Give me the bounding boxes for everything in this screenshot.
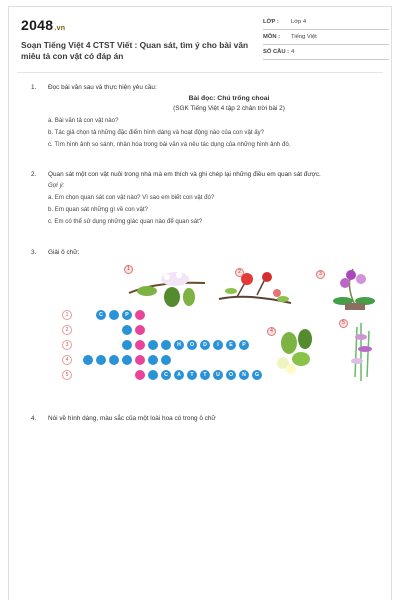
crossword-cell[interactable]	[200, 340, 210, 350]
worksheet	[8, 6, 392, 600]
crossword-cell[interactable]	[187, 340, 197, 350]
row-number-text: 4	[65, 357, 69, 363]
crossword-cell[interactable]	[200, 370, 210, 380]
row-number-5	[62, 370, 72, 380]
crossword-cell[interactable]	[174, 340, 184, 350]
meta-value: Tiếng Việt	[291, 34, 317, 40]
crossword-cell-key[interactable]	[135, 340, 145, 350]
crossword-cell[interactable]	[83, 355, 93, 365]
flower-picture-3	[325, 265, 385, 311]
row-number-text: 2	[65, 327, 69, 333]
crossword-cell[interactable]	[109, 310, 119, 320]
reading-title: Bài đọc: Chú trống choai	[188, 95, 270, 102]
crossword-cell[interactable]	[96, 310, 106, 320]
cell-letter: U	[216, 372, 220, 378]
question-number: 3.	[31, 249, 37, 256]
crossword-cell[interactable]	[213, 370, 223, 380]
meta-key: LỚP :	[263, 19, 279, 25]
cell-letter: P	[125, 312, 129, 318]
picture-number-1: 1	[124, 265, 133, 274]
crossword-cell[interactable]	[109, 355, 119, 365]
row-number-3	[62, 340, 72, 350]
cell-letter: O	[228, 372, 234, 378]
crossword-cell[interactable]	[174, 370, 184, 380]
crossword-cell[interactable]	[213, 340, 223, 350]
q2-item-a: a. Em chọn quan sát con vật nào? Vì sao em biết con vật đó?	[48, 194, 215, 201]
row-number-text: 5	[65, 372, 69, 378]
site-logo[interactable]	[21, 17, 65, 33]
crossword-cell[interactable]	[239, 370, 249, 380]
page-title: Soạn Tiếng Việt 4 CTST Viết : Quan sát, tìm ý cho bài văn miêu tả con vật có đáp án	[21, 40, 249, 61]
crossword-cell[interactable]	[122, 355, 132, 365]
cell-letter: D	[203, 342, 207, 348]
meta-key: SỐ CÂU :	[263, 49, 290, 55]
crossword-cell[interactable]	[161, 340, 171, 350]
cell-letter: T	[203, 372, 207, 378]
q2-hint: Gợi ý:	[48, 182, 65, 189]
row-number-text: 3	[65, 342, 69, 348]
crossword-cell[interactable]	[239, 340, 249, 350]
row-number-2	[62, 325, 72, 335]
q1-item-a: a. Bài văn tả con vật nào?	[48, 117, 119, 124]
cell-letter: A	[177, 372, 181, 378]
meta-value: 4	[291, 49, 295, 55]
crossword-cell[interactable]	[226, 340, 236, 350]
q1-item-c: c. Tìm hình ảnh so sánh, nhân hóa trong bài văn và nêu tác dụng của những hình ảnh đó.	[48, 141, 291, 148]
cell-letter: I	[217, 342, 219, 348]
crossword-cell[interactable]	[148, 340, 158, 350]
picture-number-2: 2	[235, 268, 244, 277]
question-number: 1.	[31, 84, 37, 91]
flower-picture-2	[217, 265, 293, 311]
meta-key: MÔN :	[263, 34, 281, 40]
picture-number-3: 3	[316, 270, 325, 279]
crossword-cell-key[interactable]	[135, 370, 145, 380]
crossword-cell-key[interactable]	[135, 355, 145, 365]
flower-picture-1	[127, 263, 207, 313]
flower-picture-4	[271, 325, 321, 377]
cell-letter: H	[177, 342, 181, 348]
crossword-cell[interactable]	[96, 355, 106, 365]
cell-letter: G	[254, 372, 260, 378]
meta-count	[263, 47, 389, 60]
meta-value: Lớp 4	[291, 19, 307, 25]
cell-letter: P	[242, 342, 246, 348]
crossword-cell[interactable]	[122, 310, 132, 320]
logo-suffix: .vn	[54, 25, 66, 32]
q2-item-b: b. Em quan sát những gì về con vật?	[48, 206, 148, 213]
crossword-cell[interactable]	[161, 355, 171, 365]
cell-letter: E	[229, 342, 233, 348]
crossword-cell[interactable]	[226, 370, 236, 380]
crossword-cell[interactable]	[148, 370, 158, 380]
crossword-cell-key[interactable]	[135, 325, 145, 335]
crossword-cell[interactable]	[122, 325, 132, 335]
question-text: Giải ô chữ:	[48, 249, 80, 256]
cell-letter: O	[189, 342, 195, 348]
crossword-cell[interactable]	[161, 370, 171, 380]
meta-class	[263, 17, 389, 30]
cell-letter: T	[190, 372, 194, 378]
meta-subject	[263, 32, 389, 45]
cell-letter: N	[242, 372, 246, 378]
picture-number-4: 4	[267, 327, 276, 336]
logo-text: 2048	[21, 17, 54, 33]
crossword-cell[interactable]	[122, 340, 132, 350]
row-number-4	[62, 355, 72, 365]
question-text: Nói về hình dáng, màu sắc của một loài hoa có trong ô chữ	[48, 415, 216, 422]
flower-picture-5	[341, 317, 383, 383]
question-number: 4.	[31, 415, 37, 422]
reading-source: (SGK Tiếng Việt 4 tập 2 chân trời bài 2)	[173, 105, 285, 112]
row-number-1	[62, 310, 72, 320]
header-divider	[17, 72, 383, 73]
q1-item-b: b. Tác giả chọn tả những đặc điểm hình dáng và hoạt động nào của con vật ấy?	[48, 129, 265, 136]
crossword-cell-key[interactable]	[135, 310, 145, 320]
q2-item-c: c. Em có thể sử dụng những giác quan nào để quan sát?	[48, 218, 203, 225]
crossword-cell[interactable]	[148, 355, 158, 365]
cell-letter: C	[164, 372, 168, 378]
crossword-cell[interactable]	[252, 370, 262, 380]
question-text: Đọc bài văn sau và thực hiện yêu cầu:	[48, 84, 157, 91]
crossword-cell[interactable]	[187, 370, 197, 380]
question-text: Quan sát một con vật nuôi trong nhà mà em thích và ghi chép lại những điều em quan sát được.	[48, 171, 321, 178]
cell-letter: C	[99, 312, 103, 318]
question-number: 2.	[31, 171, 37, 178]
picture-number-5: 5	[339, 319, 348, 328]
row-number-text: 1	[65, 312, 69, 318]
